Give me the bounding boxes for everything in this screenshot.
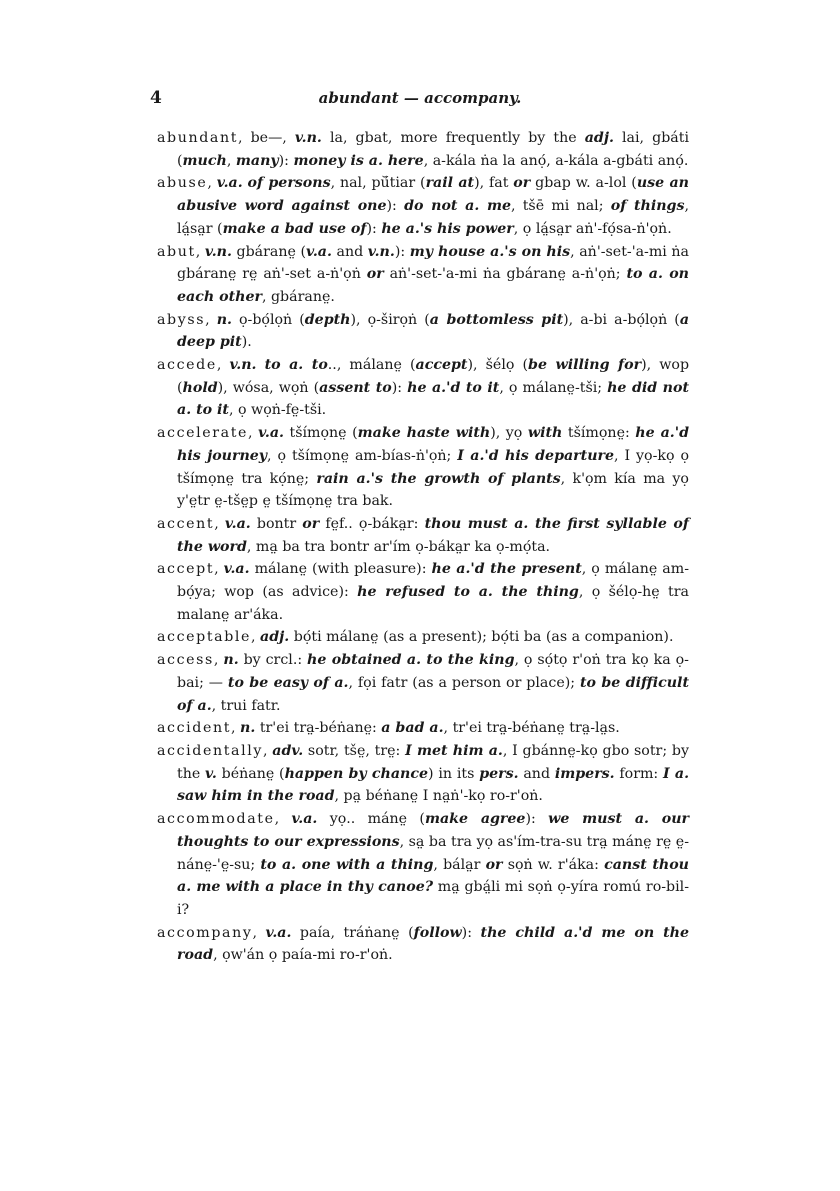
dictionary-entry xyxy=(157,172,689,240)
definition: , adv. sotr, tše̤, tre̤: I met him a., I gbánne̤-kọ gbo sotr; by the v. béṅane̤ (happen by chance) in its pers. and impers. form: I a. saw him in the road, pa̤ béṅane̤ I na̤ṅ'-kọ ro-r'oṅ. xyxy=(177,742,690,805)
dictionary-entry xyxy=(157,513,689,558)
definition: , adj. bọ́ti málane̤ (as a present); bọ́ti ba (as a companion). xyxy=(251,629,674,646)
dictionary-entry xyxy=(157,808,689,922)
page-header xyxy=(150,88,690,112)
dictionary-entry xyxy=(157,241,689,309)
dictionary-entry xyxy=(157,649,689,717)
definition: , n. tr'ei tra̤-béṅane̤: a bad a., tr'ei tra̤-béṅane̤ tra̤-la̤s. xyxy=(231,720,620,737)
headword: acceptable xyxy=(157,629,252,646)
definition: , n. ọ-bọ́lọṅ (depth), ọ-širọṅ (a bottomless pit), a-bi a-bọ́lọṅ (a deep pit). xyxy=(177,311,690,351)
dictionary-entry xyxy=(157,740,689,808)
dictionary-entry xyxy=(157,922,689,967)
headword: abuse xyxy=(157,175,208,192)
definition: , v.a. paía, tráṅane̤ (follow): the child a.'d me on the road, ọw'án ọ paía-mi ro-r'oṅ. xyxy=(177,924,689,964)
headword: accident xyxy=(157,720,232,737)
headword: accede xyxy=(157,357,217,374)
headword: abut xyxy=(157,243,196,260)
headword: abundant xyxy=(157,130,238,146)
definition: , n. by crcl.: he obtained a. to the king, ọ sọ́tọ r'oṅ tra kọ ka ọ-bai; — to be easy of a., fọi fatr (as a person or place); to be difficult of a., trui fatr. xyxy=(177,652,689,714)
dictionary-entry xyxy=(157,717,689,740)
dictionary-entries xyxy=(157,127,689,967)
headword: accelerate xyxy=(157,425,249,442)
headword: accept xyxy=(157,561,215,578)
definition: , v.a. málane̤ (with pleasure): he a.'d the present, ọ málane̤ am-bọ́ya; wop (as advice): he refused to a. the thing, ọ šélọ-he̤ tra malane̤ ar'áka. xyxy=(177,561,689,623)
dictionary-entry xyxy=(157,354,689,422)
headword: accommodate xyxy=(157,811,275,828)
headword: access xyxy=(157,652,214,669)
definition: , v.n. gbárane̤ (v.a. and v.n.): my house a.'s on his, aṅ'-set-'a-mi ṅa gbárane̤ re̤ aṅ'-set a-ṅ'ọṅ or aṅ'-set-'a-mi ṅa gbárane̤ a-ṅ'ọṅ; to a. on each other, gbárane̤. xyxy=(177,243,690,305)
definition: , v.a. bontr or fe̤f.. ọ-báka̤r: thou must a. the first syllable of the word, ma̤ ba tra bontr ar'ím ọ-báka̤r ka ọ-mọ́ta. xyxy=(177,515,689,555)
page-number: 4 xyxy=(150,88,162,108)
headword: accompany xyxy=(157,924,253,941)
dictionary-entry xyxy=(157,558,689,626)
dictionary-entry xyxy=(157,422,689,513)
running-head: abundant — accompany. xyxy=(318,89,522,107)
dictionary-entry xyxy=(157,127,689,172)
dictionary-entry xyxy=(157,309,689,354)
dictionary-entry xyxy=(157,626,689,649)
headword: accidentally xyxy=(157,742,263,759)
definition: , v.n. to a. to.., málane̤ (accept), šélọ (be willing for), wop (hold), wósa, wọṅ (assent to): he a.'d to it, ọ málane̤-tši; he did not a. to it, ọ wọṅ-fe̤-tši. xyxy=(177,357,690,419)
headword: abyss xyxy=(157,311,206,328)
definition: , v.a. yọ.. máne̤ (make agree): we must a. our thoughts to our expressions, sa̤ ba tra yọ as'ím-tra-su tra̤ máne̤ re̤ e̤-náne̤-'e̤-su; to a. one with a thing, bála̤r or sọṅ w. r'áka: canst thou a. me with a place in thy canoe? ma̤ gbá̤li mi sọṅ ọ-yíra romú ro-bil-i? xyxy=(177,811,689,918)
definition: , v.a. of persons, nal, pŭ́tiar (rail at), fat or gbap w. a-lol (use an abusive word against one): do not a. me, tšē mi nal; of things, lá̤sa̤r (make a bad use of): he a.'s his power, ọ lá̤sa̤r aṅ'-fọ́sa-ṅ'ọṅ. xyxy=(177,175,689,237)
definition: , be—, v.n. la, gbat, more frequently by the adj. lai, gbáti (much, many): money is a. here, a-kála ṅa la anọ́, a-kála a-gbáti anọ́. xyxy=(177,130,689,169)
definition: , v.a. tšímọne̤ (make haste with), yọ with tšímọne̤: he a.'d his journey, ọ tšímọne̤ am-bías-ṅ'ọṅ; I a.'d his departure, I yọ-kọ ọ tšímọne̤ tra kọ́ne̤; rain a.'s the growth of plants, k'ọm kía ma yọ y'e̤tr e̤-tše̤p e̤ tšímọne̤ tra bak. xyxy=(177,425,690,510)
headword: accent xyxy=(157,515,215,532)
